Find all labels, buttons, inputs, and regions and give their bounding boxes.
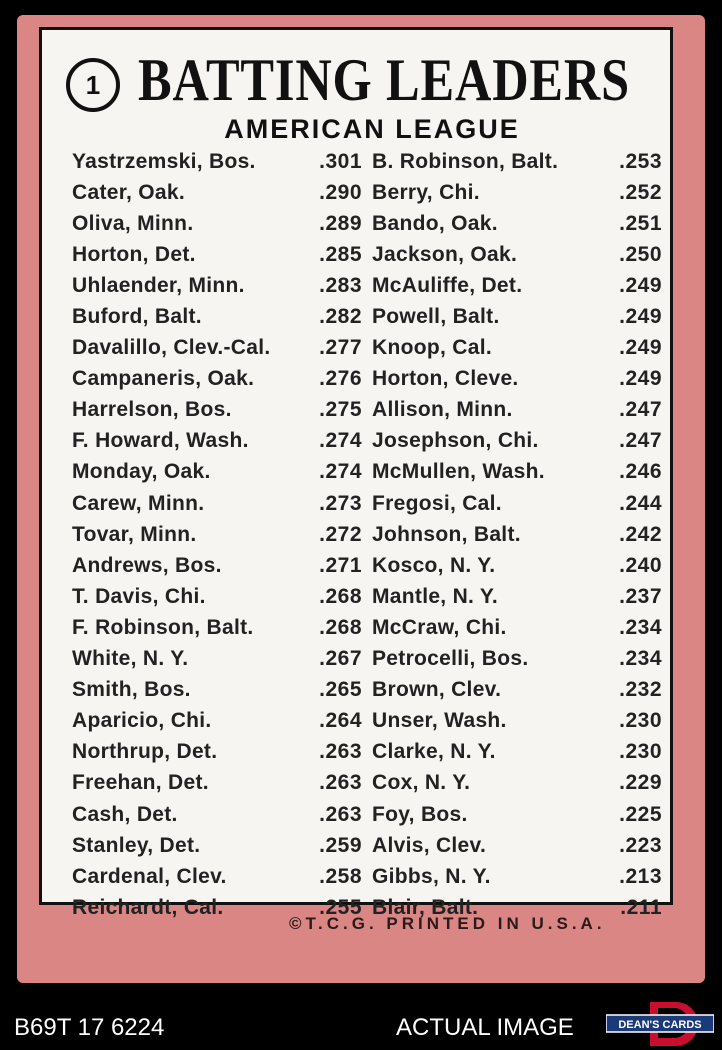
player-name: Josephson, Chi. <box>372 429 539 453</box>
leaders-left-column <box>72 146 362 923</box>
batting-average: .232 <box>619 678 662 702</box>
logo-text: DEAN'S CARDS <box>618 1019 702 1031</box>
leader-row <box>372 239 662 270</box>
player-name: Petrocelli, Bos. <box>372 647 529 671</box>
card-number: 1 <box>85 69 101 100</box>
leader-row <box>72 333 362 364</box>
leader-row <box>372 270 662 301</box>
batting-average: .247 <box>619 429 662 453</box>
leader-row <box>72 519 362 550</box>
batting-average: .268 <box>319 615 362 639</box>
batting-average: .271 <box>319 553 362 577</box>
batting-average: .276 <box>319 367 362 391</box>
leader-row <box>72 457 362 488</box>
batting-average: .251 <box>619 211 662 235</box>
player-name: Northrup, Det. <box>72 740 218 764</box>
player-name: McAuliffe, Det. <box>372 273 523 297</box>
leader-row <box>72 488 362 519</box>
player-name: Knoop, Cal. <box>372 336 492 360</box>
leader-row <box>372 333 662 364</box>
batting-average: .225 <box>619 802 662 826</box>
leader-row <box>372 488 662 519</box>
leader-row <box>372 146 662 177</box>
leader-row <box>372 581 662 612</box>
batting-average: .249 <box>619 273 662 297</box>
player-name: F. Robinson, Balt. <box>72 615 254 639</box>
batting-average: .258 <box>319 864 362 888</box>
batting-average: .283 <box>319 273 362 297</box>
batting-average: .230 <box>619 740 662 764</box>
card-content-panel <box>39 27 673 919</box>
leaders-right-column <box>372 146 662 923</box>
leader-row <box>72 675 362 706</box>
leader-row <box>72 768 362 799</box>
player-name: Buford, Balt. <box>72 305 202 329</box>
player-name: Jackson, Oak. <box>372 242 518 266</box>
batting-average: .211 <box>620 895 662 919</box>
player-name: Reichardt, Cal. <box>72 895 224 919</box>
player-name: Carew, Minn. <box>72 491 205 515</box>
player-name: Davalillo, Clev.-Cal. <box>72 336 271 360</box>
player-name: Kosco, N. Y. <box>372 553 496 577</box>
player-name: Uhlaender, Minn. <box>72 273 245 297</box>
leader-row <box>72 550 362 581</box>
player-name: Cater, Oak. <box>72 180 186 204</box>
leader-row <box>372 768 662 799</box>
leader-row <box>72 706 362 737</box>
batting-average: .234 <box>619 647 662 671</box>
player-name: McMullen, Wash. <box>372 460 545 484</box>
batting-average: .282 <box>319 305 362 329</box>
copyright-line: ©T.C.G. PRINTED IN U.S.A. <box>289 914 606 933</box>
player-name: Cox, N. Y. <box>372 771 471 795</box>
batting-average: .290 <box>319 180 362 204</box>
leader-row <box>72 426 362 457</box>
player-name: Cardenal, Clev. <box>72 864 227 888</box>
batting-average: .247 <box>619 398 662 422</box>
player-name: Horton, Det. <box>72 242 196 266</box>
player-name: F. Howard, Wash. <box>72 429 249 453</box>
leader-row <box>372 457 662 488</box>
batting-average: .250 <box>619 242 662 266</box>
leader-row <box>372 426 662 457</box>
player-name: Campaneris, Oak. <box>72 367 255 391</box>
batting-average: .263 <box>319 771 362 795</box>
player-name: Alvis, Clev. <box>372 833 487 857</box>
leader-row <box>72 830 362 861</box>
leader-row <box>72 146 362 177</box>
player-name: Powell, Balt. <box>372 305 500 329</box>
batting-average: .213 <box>619 864 662 888</box>
batting-average: .265 <box>319 678 362 702</box>
batting-average: .255 <box>319 895 362 919</box>
player-name: Yastrzemski, Bos. <box>72 149 256 173</box>
leader-row <box>372 861 662 892</box>
batting-average: .273 <box>319 491 362 515</box>
leader-row <box>72 612 362 643</box>
batting-average: .252 <box>619 180 662 204</box>
player-name: B. Robinson, Balt. <box>372 149 559 173</box>
leader-row <box>72 737 362 768</box>
batting-average: .301 <box>319 149 362 173</box>
player-name: Cash, Det. <box>72 802 178 826</box>
batting-average: .272 <box>319 522 362 546</box>
player-name: Stanley, Det. <box>72 833 201 857</box>
player-name: Horton, Cleve. <box>372 367 519 391</box>
batting-average: .229 <box>619 771 662 795</box>
batting-average: .234 <box>619 615 662 639</box>
leader-row <box>372 301 662 332</box>
leader-row <box>72 177 362 208</box>
leader-row <box>72 861 362 892</box>
player-name: Unser, Wash. <box>372 709 507 733</box>
card-subtitle: AMERICAN LEAGUE <box>224 114 520 144</box>
batting-average: .267 <box>319 647 362 671</box>
cert-id: B69T 17 6224 <box>14 1014 165 1041</box>
batting-average: .223 <box>619 833 662 857</box>
leader-row <box>372 737 662 768</box>
batting-average: .268 <box>319 584 362 608</box>
actual-image-label: ACTUAL IMAGE <box>396 1014 574 1041</box>
batting-average: .274 <box>319 460 362 484</box>
player-name: Harrelson, Bos. <box>72 398 232 422</box>
batting-average: .277 <box>319 336 362 360</box>
player-name: Clarke, N. Y. <box>372 740 496 764</box>
leader-row <box>72 239 362 270</box>
player-name: McCraw, Chi. <box>372 615 507 639</box>
player-name: Blair, Balt. <box>372 895 479 919</box>
batting-average: .253 <box>619 149 662 173</box>
leader-row <box>372 612 662 643</box>
batting-average: .263 <box>319 740 362 764</box>
player-name: Foy, Bos. <box>372 802 468 826</box>
batting-average: .264 <box>319 709 362 733</box>
player-name: Gibbs, N. Y. <box>372 864 491 888</box>
leader-row <box>372 519 662 550</box>
leader-row <box>372 364 662 395</box>
batting-average: .259 <box>319 833 362 857</box>
leader-row <box>72 644 362 675</box>
card-title: BATTING LEADERS <box>138 47 630 113</box>
player-name: Johnson, Balt. <box>372 522 521 546</box>
leader-row <box>72 581 362 612</box>
player-name: Aparicio, Chi. <box>72 709 212 733</box>
batting-average: .289 <box>319 211 362 235</box>
leader-row <box>372 799 662 830</box>
leader-row <box>72 799 362 830</box>
batting-average: .237 <box>619 584 662 608</box>
batting-average: .274 <box>319 429 362 453</box>
batting-average: .246 <box>619 460 662 484</box>
batting-average: .244 <box>619 491 662 515</box>
leader-row <box>372 706 662 737</box>
player-name: Allison, Minn. <box>372 398 513 422</box>
player-name: Monday, Oak. <box>72 460 211 484</box>
batting-average: .249 <box>619 336 662 360</box>
player-name: Andrews, Bos. <box>72 553 222 577</box>
player-name: Tovar, Minn. <box>72 522 197 546</box>
batting-average: .249 <box>619 305 662 329</box>
player-name: White, N. Y. <box>72 647 189 671</box>
batting-average: .240 <box>619 553 662 577</box>
player-name: Brown, Clev. <box>372 678 502 702</box>
deans-cards-logo <box>606 1000 714 1046</box>
leader-row <box>372 550 662 581</box>
leader-row <box>72 364 362 395</box>
leader-row <box>372 830 662 861</box>
player-name: Berry, Chi. <box>372 180 480 204</box>
player-name: Bando, Oak. <box>372 211 498 235</box>
batting-average: .263 <box>319 802 362 826</box>
leader-row <box>72 270 362 301</box>
leader-row <box>372 208 662 239</box>
player-name: Mantle, N. Y. <box>372 584 499 608</box>
baseball-card-back <box>17 15 705 983</box>
leader-row <box>372 177 662 208</box>
batting-average: .230 <box>619 709 662 733</box>
batting-average: .242 <box>619 522 662 546</box>
leader-row <box>372 395 662 426</box>
player-name: Fregosi, Cal. <box>372 491 502 515</box>
player-name: Smith, Bos. <box>72 678 191 702</box>
leader-row <box>372 675 662 706</box>
player-name: Freehan, Det. <box>72 771 209 795</box>
batting-average: .275 <box>319 398 362 422</box>
batting-average: .285 <box>319 242 362 266</box>
leader-row <box>72 301 362 332</box>
batting-average: .249 <box>619 367 662 391</box>
player-name: Oliva, Minn. <box>72 211 194 235</box>
leader-row <box>372 644 662 675</box>
leader-row <box>72 208 362 239</box>
player-name: T. Davis, Chi. <box>72 584 206 608</box>
leader-row <box>72 395 362 426</box>
card-number-badge <box>66 58 120 112</box>
